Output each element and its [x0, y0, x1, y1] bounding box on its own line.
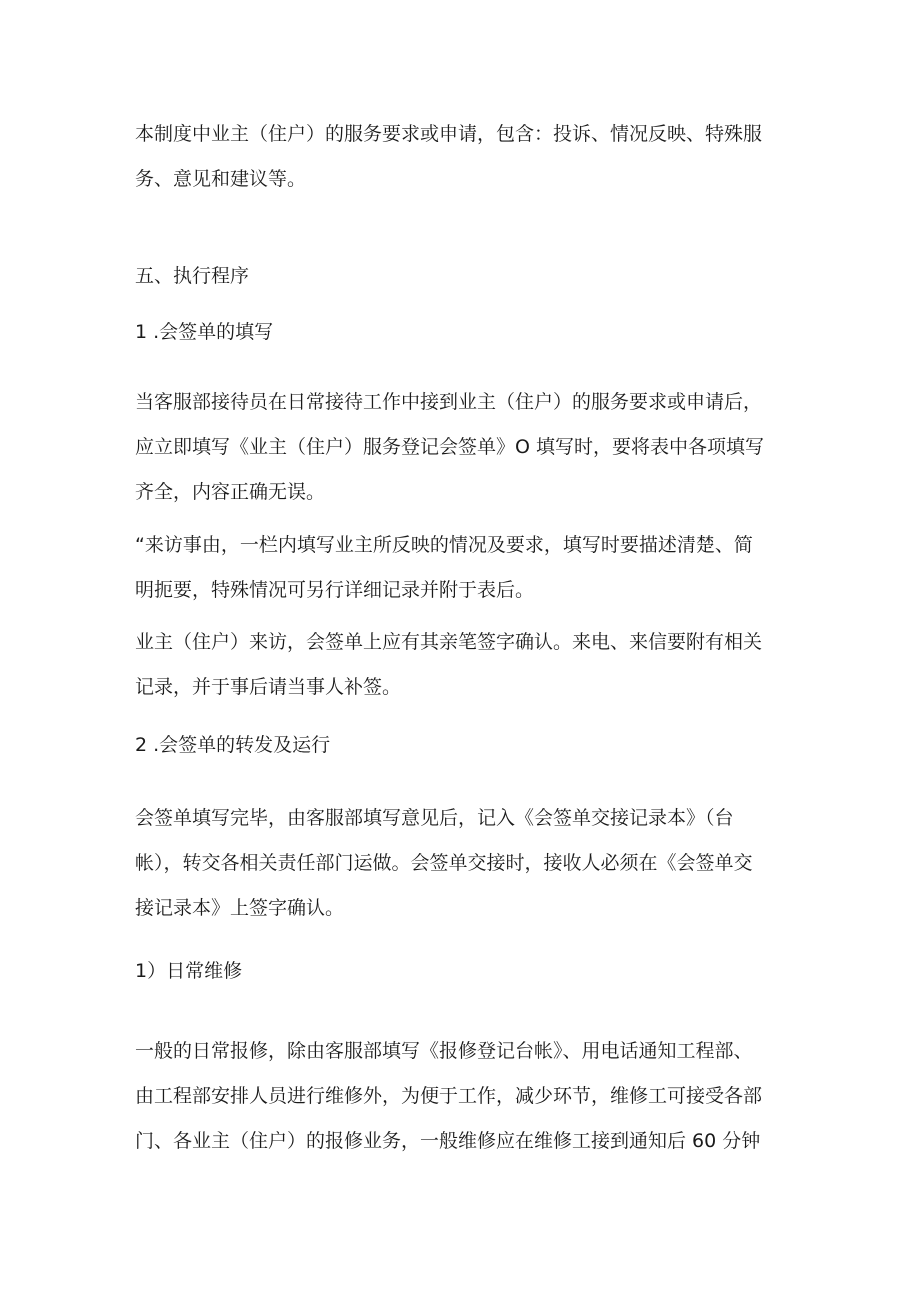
paragraph-signature	[135, 620, 795, 710]
text-line: 会签单填写完毕，由客服部填写意见后，记入《会签单交接记录本》（台	[135, 807, 734, 829]
subheading-fill-form	[135, 310, 795, 355]
text-line: “来访事由，一栏内填写业主所反映的情况及要求，填写时要描述清楚、简	[135, 534, 753, 556]
paragraph-forwarding	[135, 796, 795, 931]
text-line: 务、意见和建议等。	[135, 168, 307, 190]
subheading-forwarding	[135, 723, 795, 768]
text-line: 接记录本》上签字确认。	[135, 897, 345, 919]
heading-text: 1 .会签单的填写	[135, 321, 274, 343]
text-line: 明扼要，特殊情况可另行详细记录并附于表后。	[135, 579, 535, 601]
heading-text: 五、执行程序	[135, 265, 250, 287]
text-line: 当客服部接待员在日常接待工作中接到业主（住户）的服务要求或申请后，	[135, 391, 763, 413]
text-line: 帐），转交各相关责任部门运做。会签单交接时，接收人必须在《会签单交	[135, 852, 753, 874]
text-line: 一般的日常报修，除由客服部填写《报修登记台帐》、用电话通知工程部、	[135, 1040, 753, 1062]
section-heading-procedure	[135, 254, 795, 299]
paragraph-visit-reason	[135, 523, 795, 613]
text-line: 记录，并于事后请当事人补签。	[135, 676, 402, 698]
text-line: 应立即填写《业主（住户）服务登记会签单》O 填写时，要将表中各项填写	[135, 436, 764, 458]
text-line: 门、各业主（住户）的报修业务，一般维修应在维修工接到通知后 60 分钟	[135, 1130, 761, 1152]
heading-text: 2 .会签单的转发及运行	[135, 734, 331, 756]
paragraph-daily-repair	[135, 1029, 795, 1164]
text-line: 齐全，内容正确无误。	[135, 481, 326, 503]
text-line: 本制度中业主（住户）的服务要求或申请，包含：投诉、情况反映、特殊服	[135, 123, 763, 145]
subheading-daily-repair	[135, 949, 795, 994]
paragraph-scope	[135, 112, 795, 202]
heading-text: 1）日常维修	[135, 960, 243, 982]
text-line: 业主（住户）来访，会签单上应有其亲笔签字确认。来电、来信要附有相关	[135, 631, 763, 653]
paragraph-fill-instructions	[135, 380, 795, 515]
text-line: 由工程部安排人员进行维修外，为便于工作，减少环节，维修工可接受各部	[135, 1085, 763, 1107]
